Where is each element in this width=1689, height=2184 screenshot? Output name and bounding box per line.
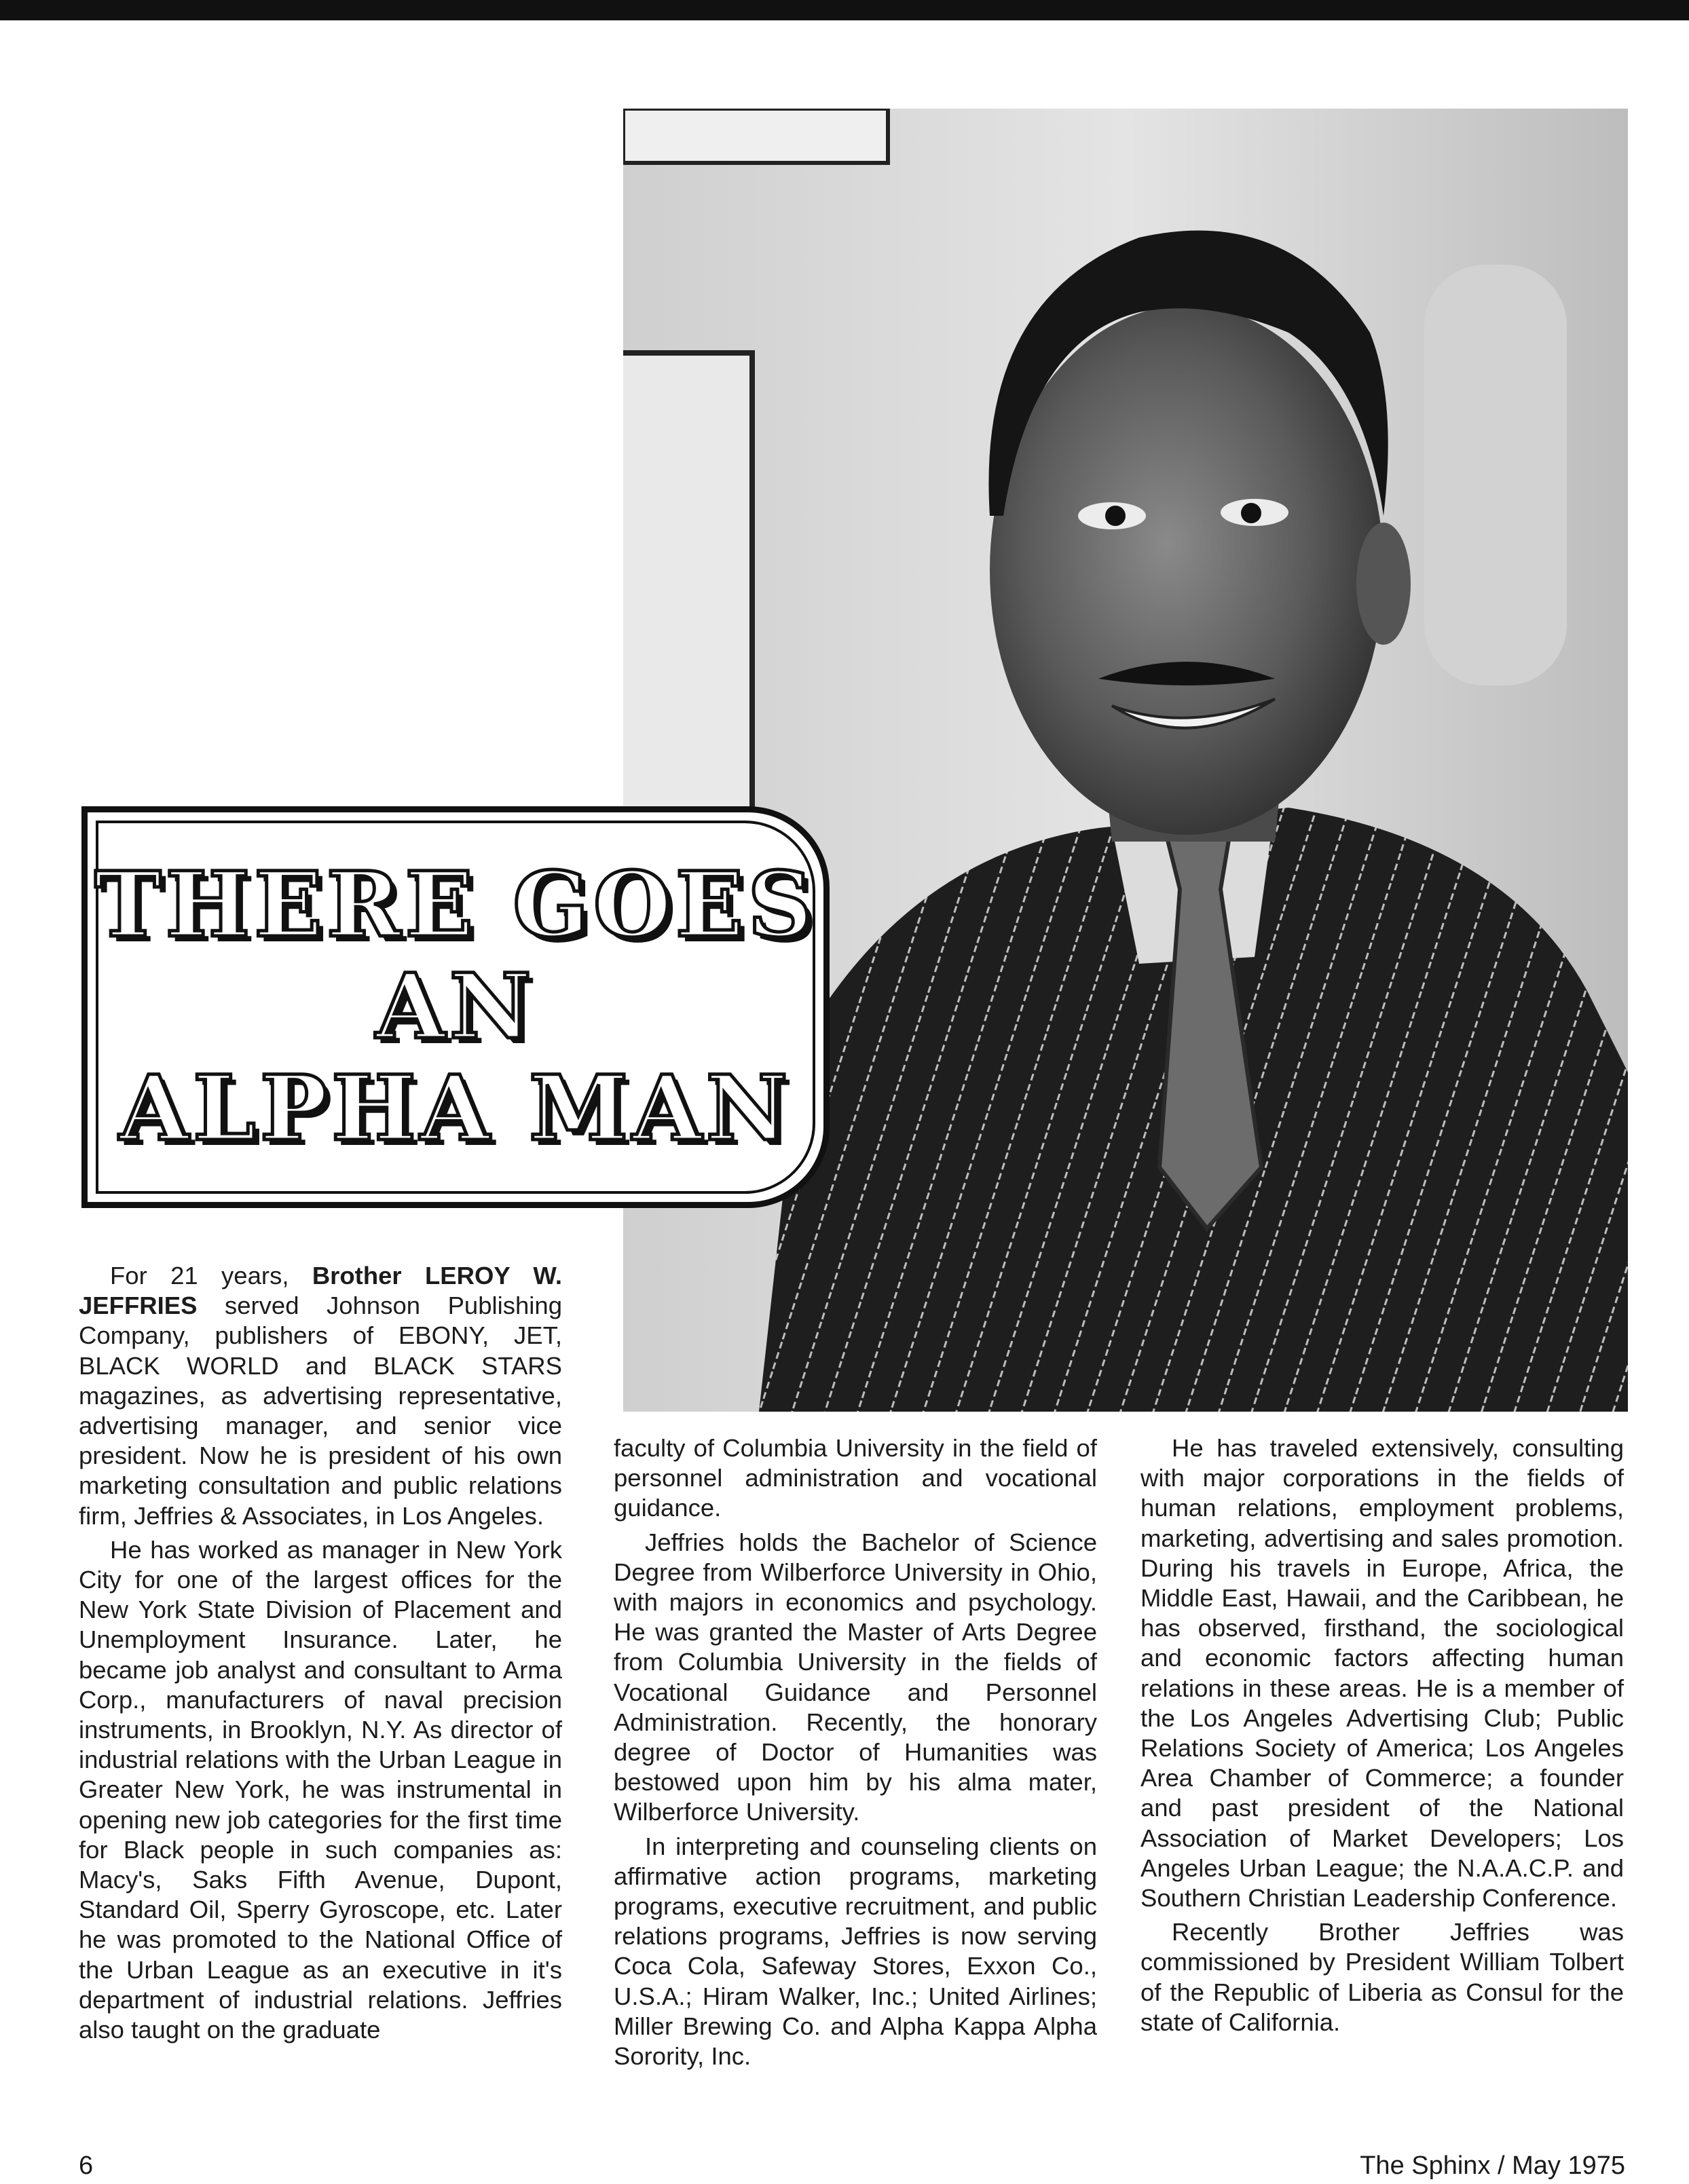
portrait-photo (623, 109, 1628, 1412)
article-column-3 (1140, 1433, 1624, 2041)
paragraph: He has worked as manager in New York City for one of the largest offices for the New York State Division of Placement and Unemployment Insurance. Later, he became job analyst and consultant to Arma Corp., manufacturers of naval precision instruments, in Brooklyn, N.Y. As director of industrial relations with the Urban League in Greater New York, he was instrumental in opening new job categories for the first time for Black people in such companies as: Macy's, Saks Fifth Avenue, Dupont, Standard Oil, Sperry Gyroscope, etc. Later he was promoted to the National Office of the Urban League as an executive in it's department of industrial relations. Jeffries also taught on the graduate (79, 1535, 562, 2044)
text-run: served Johnson Publishing Company, publishers of EBONY, JET, BLACK WORLD and BLACK STARS magazines, as advertising representative, advertising manager, and senior vice president. Now he is president of his own marketing consultation and public relations firm, Jeffries & Associates, in Los Angeles. (79, 1292, 562, 1530)
paragraph: Jeffries holds the Bachelor of Science Degree from Wilberforce University in Ohio, with majors in economics and psychology. He was granted the Master of Arts Degree from Columbia University in the fields of Vocational Guidance and Personnel Administration. Recently, the honorary degree of Doctor of Humanities was bestowed upon him by his alma mater, Wilberforce University. (614, 1528, 1097, 1826)
paragraph: He has traveled extensively, consulting with major corporations in the fields of human relations, employment problems, marketing, advertising and sales promotion. During his travels in Europe, Africa, the Middle East, Hawaii, and the Caribbean, he has observed, firsthand, the sociological and economic factors affecting human relations in these areas. He is a member of the Los Angeles Advertising Club; Public Relations Society of America; Los Angeles Area Chamber of Commerce; a founder and past president of the National Association of Market Developers; Los Angeles Urban League; the N.A.A.C.P. and Southern Christian Leadership Conference. (1140, 1434, 1624, 1913)
paragraph: In interpreting and counseling clients on affirmative action programs, marketing programs, executive recruitment, and public relations programs, Jeffries is now serving Coca Cola, Safeway Stores, Exxon Co., U.S.A.; Hiram Walker, Inc.; United Airlines; Miller Brewing Co. and Alpha Kappa Alpha Sorority, Inc. (614, 1832, 1097, 2071)
paragraph: Recently Brother Jeffries was commissioned by President William Tolbert of the Republic of Liberia as Consul for the state of California. (1140, 1918, 1624, 2036)
page-number: 6 (79, 2151, 94, 2180)
article-column-1 (79, 1261, 562, 2049)
article-column-2 (614, 1433, 1097, 2075)
publication-footer: The Sphinx / May 1975 (1360, 2151, 1625, 2180)
title-line-2: AN (375, 954, 536, 1059)
paragraph (79, 1261, 562, 1531)
title-line-1: THERE GOES (94, 852, 817, 958)
title-frame (96, 821, 815, 1194)
title-line-3: ALPHA MAN (119, 1056, 792, 1161)
title-box (81, 806, 830, 1208)
paragraph: faculty of Columbia University in the field of personnel administration and vocational guidance. (614, 1434, 1097, 1522)
top-border (0, 0, 1689, 20)
subject-name: Brother LEROY W. JEFFRIES (79, 1262, 563, 1320)
text-run: For 21 years, (110, 1262, 312, 1289)
